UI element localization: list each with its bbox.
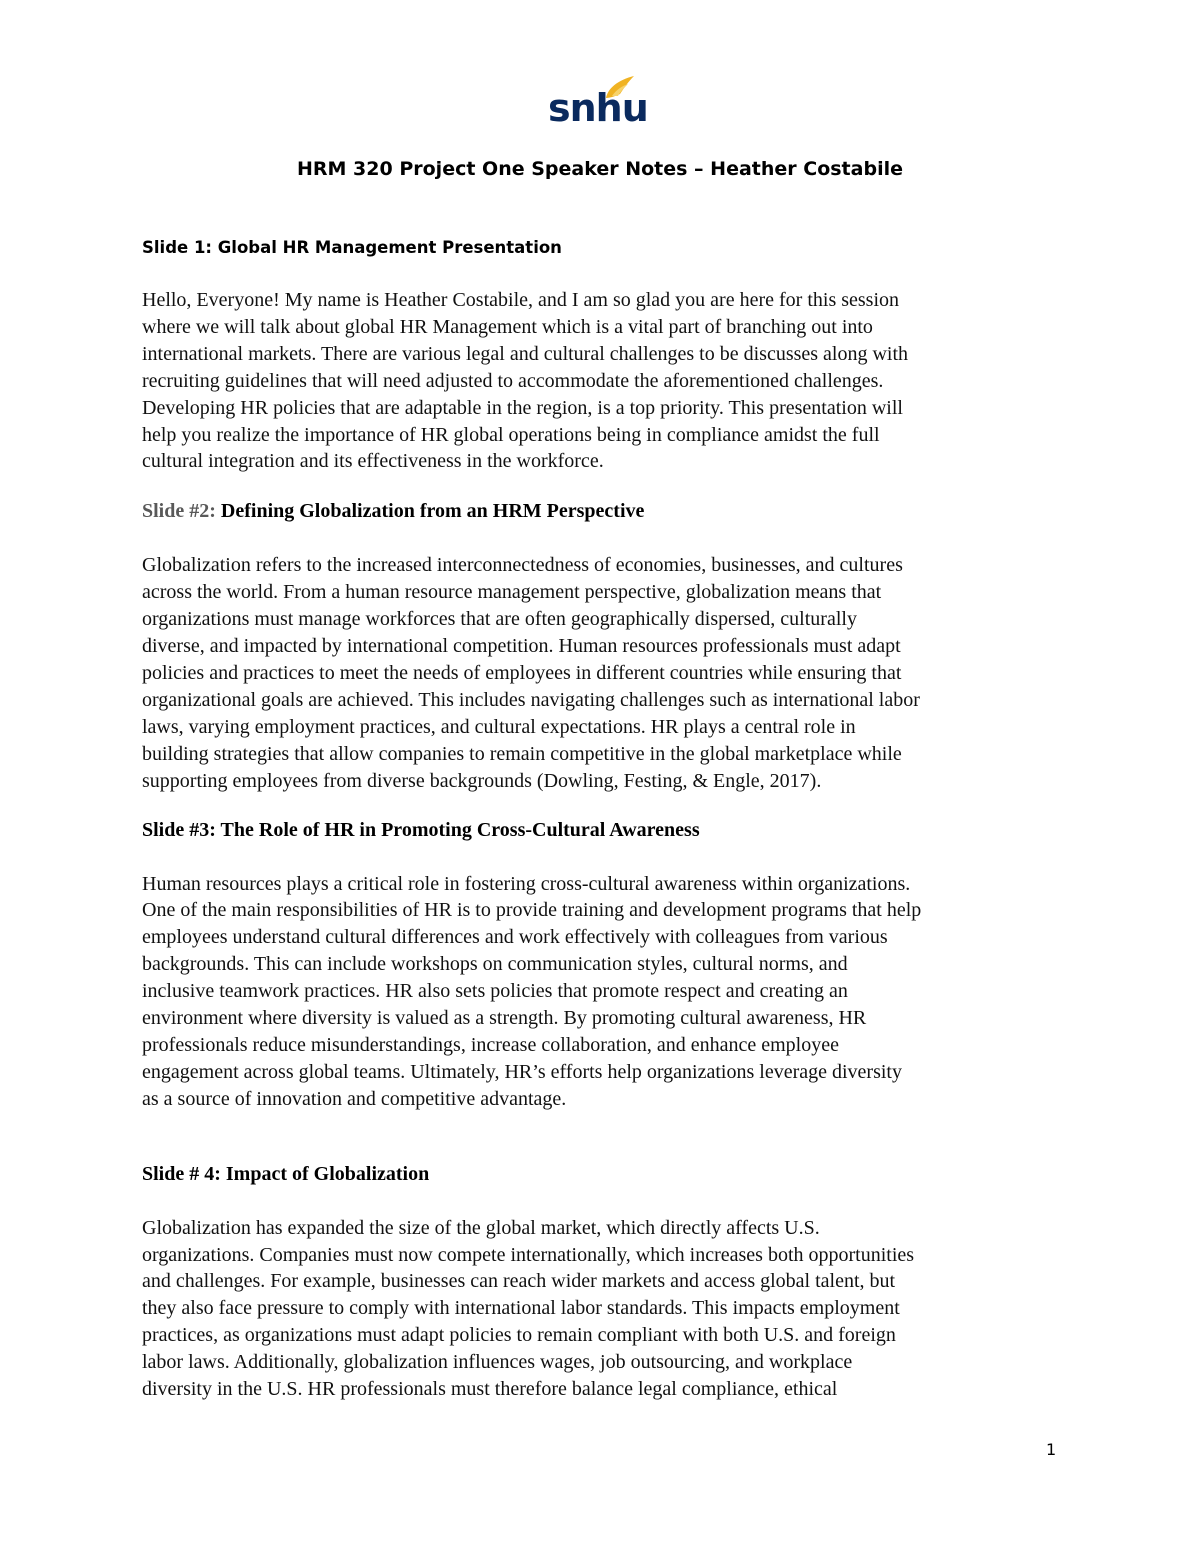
slide-2-heading-title: Defining Globalization from an HRM Perspective — [215, 500, 645, 523]
slide-section-2 — [142, 498, 1072, 794]
slide-4-heading: Slide # 4: Impact of Globalization — [142, 1162, 430, 1185]
slide-4-notes: Globalization has expanded the size of the global market, which directly affects U.S. organizations. Companies must now compete internationally, which increases both opportunities and challenges. For example, businesses can reach wider markets and access global talent, but they also face pressure to comply with international labor standards. This impacts employment practices, as organizations must adapt policies to remain compliant with both U.S. and foreign labor laws. Additionally, globalization influences wages, job outsourcing, and workplace diversity in the U.S. HR professionals must therefore balance legal compliance, ethical — [142, 1216, 915, 1401]
slide-1-notes: Hello, Everyone! My name is Heather Costabile, and I am so glad you are here for this session where we will talk about global HR Management which is a vital part of branching out into international markets. There are various legal and cultural challenges to be discusses along with recruiting guidelines that will need adjusted to accommodate the aforementioned challenges. Developing HR policies that are adaptable in the region, is a top priority. This presentation will help you realize the importance of HR global operations being in compliance amidst the full cultural integration and its effectiveness in the workforce. — [142, 289, 909, 473]
logo-wordmark: snhu — [548, 86, 648, 130]
document-body — [142, 236, 1072, 1403]
page-number: 1 — [1046, 1440, 1057, 1459]
slide-3-heading: Slide #3: The Role of HR in Promoting Cross-Cultural Awareness — [142, 818, 700, 841]
slide-2-heading-prefix: Slide #2: — [142, 500, 216, 523]
slide-2-heading — [142, 498, 1072, 524]
slide-3-notes: Human resources plays a critical role in fostering cross-cultural awareness within organizations. One of the main responsibilities of HR is to provide training and development programs that help employees understand cultural differences and work effectively with colleagues from various backgrounds. This can include workshops on communication styles, cultural norms, and inclusive teamwork practices. HR also sets policies that promote respect and creating an environment where diversity is valued as a strength. By promoting cultural awareness, HR professionals reduce misunderstandings, increase collaboration, and enhance employee engagement across global teams. Ultimately, HR’s efforts help organizations leverage diversity as a source of innovation and competitive advantage. — [142, 872, 922, 1110]
slide-2-notes: Globalization refers to the increased interconnectedness of economies, businesses, and cultures across the world. From a human resource management perspective, globalization means that organizations must manage workforces that are often geographically dispersed, culturally diverse, and impacted by international competition. Human resources professionals must adapt policies and practices to meet the needs of employees in different countries while ensuring that organizational goals are achieved. This includes navigating challenges such as international labor laws, varying employment practices, and cultural expectations. HR plays a central role in building strategies that allow companies to remain competitive in the global marketplace while supporting employees from diverse backgrounds (Dowling, Festing, & Engle, 2017). — [142, 554, 920, 792]
slide-section-3 — [142, 817, 1072, 1113]
slide-section-1 — [142, 236, 1072, 475]
snhu-logo — [548, 72, 648, 134]
document-title: HRM 320 Project One Speaker Notes – Heather Costabile — [297, 158, 903, 180]
slide-section-4 — [142, 1161, 1072, 1403]
slide-1-heading: Slide 1: Global HR Management Presentation — [142, 238, 562, 257]
